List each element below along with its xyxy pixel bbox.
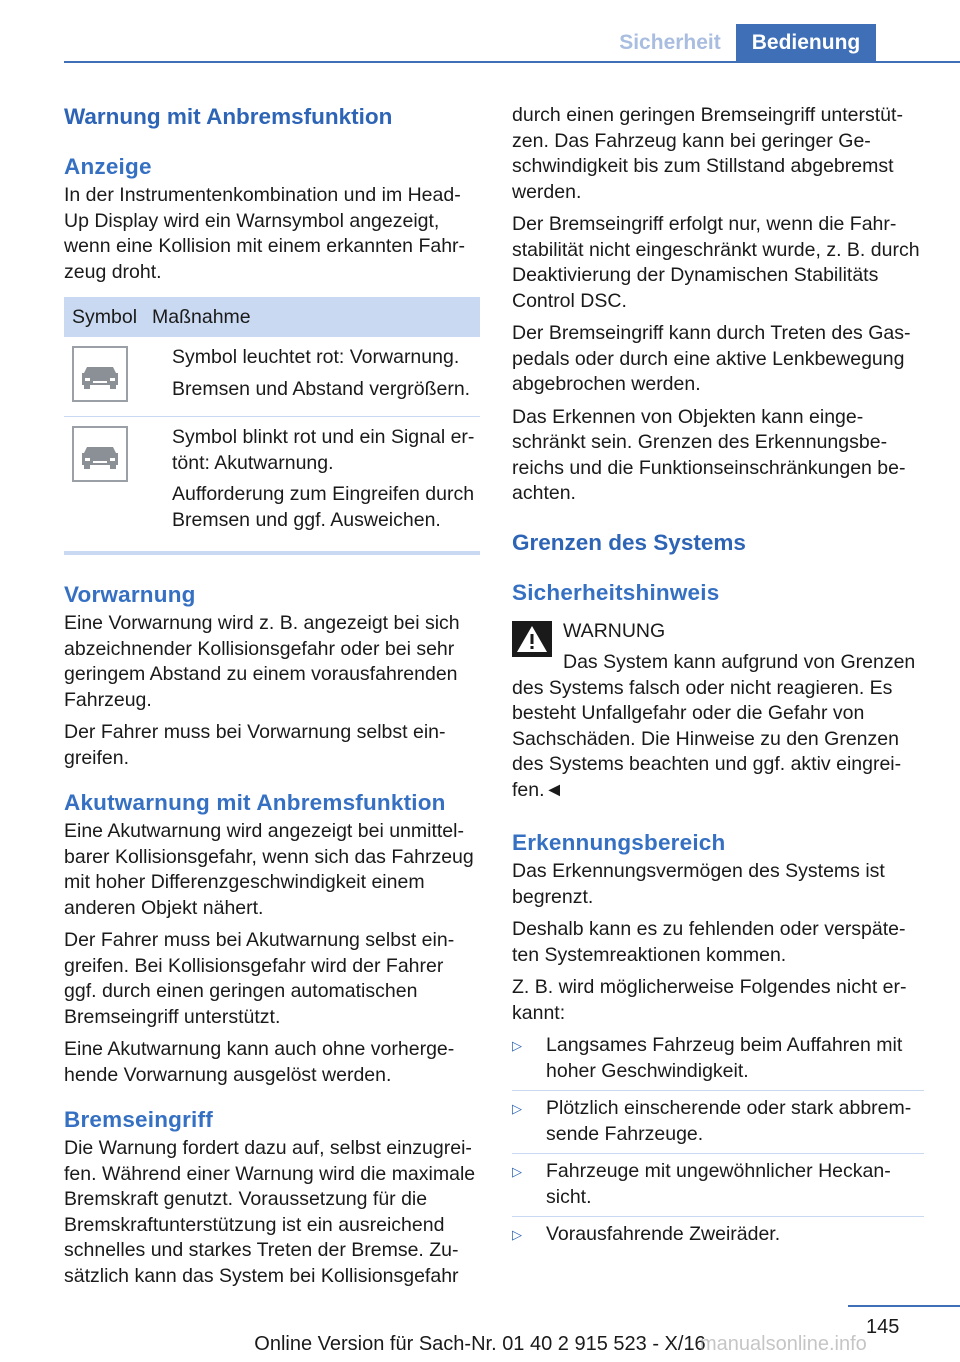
- row1-line1: Symbol leuchtet rot: Vorwarnung.: [172, 346, 460, 368]
- list-item: [512, 1153, 924, 1210]
- paragraph-erkennung-1: Das Erkennungsvermögen des Systems ist begrenzt.: [512, 860, 885, 908]
- table-header-symbol: Symbol: [64, 297, 146, 337]
- page-number-rule: [848, 1305, 960, 1307]
- warning-box: [512, 619, 924, 645]
- left-column: [64, 98, 480, 1296]
- warning-triangle-icon: [512, 621, 552, 657]
- paragraph-cont-2: Der Bremseingriff erfolgt nur, wenn die Fahrstabilität nicht eingeschränkt wurde, z. B. durch Deaktivierung der Dynamischen Stabilitäts Control DSC.: [512, 213, 920, 312]
- list-item-text: Langsames Fahrzeug beim Auffahren mit hoher Geschwindigkeit.: [546, 1034, 903, 1082]
- paragraph-akut-1: Eine Akutwarnung wird angezeigt bei unmittelbarer Kollisionsgefahr, wenn sich das Fahrzeug mit hoher Differenzgeschwindigkeit einem anderen Objekt nähert.: [64, 820, 474, 919]
- paragraph-bremseingriff: Die Warnung fordert dazu auf, selbst einzugreifen. Während einer Warnung wird die maximale Bremskraft genutzt. Voraussetzung für die Bremskraftunterstützung ist ein ausreichend schnelles und starkes Treten der Bremse. Zusätzlich kann das System bei Kollisionsgefahr: [64, 1137, 476, 1287]
- watermark: manualsonline.info: [700, 1333, 867, 1355]
- heading-vorwarnung: Vorwarnung: [64, 582, 196, 607]
- heading-akutwarnung: Akutwarnung mit Anbremsfunktion: [64, 790, 446, 815]
- triangle-bullet-icon: ▷: [512, 1227, 522, 1242]
- paragraph-erkennung-3: Z. B. wird möglicherweise Folgendes nicht erkannt:: [512, 976, 907, 1024]
- row2-line1: Symbol blinkt rot und ein Signal ertönt: Akutwarnung.: [172, 426, 475, 474]
- header-tab-bedienung[interactable]: Bedienung: [736, 24, 876, 62]
- heading-anzeige: Anzeige: [64, 154, 152, 179]
- heading-erkennungsbereich: Erkennungsbereich: [512, 830, 726, 855]
- list-item: [512, 1090, 924, 1147]
- header-rule: [64, 61, 960, 63]
- limitations-list: [512, 1033, 924, 1248]
- row1-line2: Bremsen und Abstand vergrößern.: [172, 377, 471, 400]
- heading-bremseingriff: Bremseingriff: [64, 1107, 213, 1132]
- warning-title: WARNUNG: [563, 619, 666, 642]
- table-row: [64, 337, 480, 417]
- table-row: [64, 417, 480, 554]
- list-item: [512, 1216, 924, 1248]
- paragraph-cont-4: Das Erkennen von Objekten kann eingeschränkt sein. Grenzen des Erkennungsbereichs und die Funktionseinschränkungen beachten.: [512, 405, 906, 504]
- list-item-text: Vorausfahrende Zweiräder.: [546, 1223, 781, 1245]
- row2-line2: Aufforderung zum Eingreifen durch Bremsen und ggf. Ausweichen.: [172, 483, 475, 531]
- heading-sicherheitshinweis: Sicherheitshinweis: [512, 579, 720, 605]
- paragraph-akut-3: Eine Akutwarnung kann auch ohne vorhergehende Vorwarnung ausgelöst werden.: [64, 1038, 455, 1086]
- paragraph-vorwarnung-1: Eine Vorwarnung wird z. B. angezeigt bei sich abzeichnender Kollisionsgefahr oder bei sehr geringem Abstand zu einem vorausfahrenden Fahrzeug.: [64, 612, 460, 711]
- page-number: 145: [866, 1316, 900, 1338]
- table-header-massnahme: Maßnahme: [146, 297, 480, 337]
- car-warning-icon: [72, 426, 128, 482]
- online-version-footer: Online Version für Sach-Nr. 01 40 2 915 523 - X/16: [254, 1333, 706, 1355]
- paragraph-erkennung-2: Deshalb kann es zu fehlenden oder verspäteten Systemreaktionen kommen.: [512, 918, 906, 966]
- warning-text: Das System kann aufgrund von Grenzen des Systems falsch oder nicht reagieren. Es besteht Unfallgefahr oder die Gefahr von Sachschäden. Die Hinweise zu den Grenzen des Systems beachten und ggf. aktiv eingreifen.◄: [512, 651, 916, 801]
- triangle-bullet-icon: ▷: [512, 1038, 522, 1053]
- heading-grenzen: Grenzen des Systems: [512, 529, 746, 555]
- header-tab-sicherheit[interactable]: Sicherheit: [619, 31, 721, 54]
- triangle-bullet-icon: ▷: [512, 1164, 522, 1179]
- paragraph-cont-3: Der Bremseingriff kann durch Treten des Gaspedals oder durch eine aktive Lenkbewegung abgebrochen werden.: [512, 322, 911, 395]
- list-item-text: Plötzlich einscherende oder stark abbremsende Fahrzeuge.: [546, 1097, 912, 1145]
- right-column: [512, 98, 924, 1254]
- list-item: [512, 1033, 924, 1084]
- heading-warnung: Warnung mit Anbremsfunktion: [64, 104, 393, 129]
- symbol-table: [64, 297, 480, 555]
- paragraph-akut-2: Der Fahrer muss bei Akutwarnung selbst eingreifen. Bei Kollisionsgefahr wird der Fahrer ggf. durch einen geringen automatischen Bremseingriff unterstützt.: [64, 929, 455, 1028]
- car-warning-icon: [72, 346, 128, 402]
- paragraph-cont-1: durch einen geringen Bremseingriff unterstützen. Das Fahrzeug kann bei geringer Geschwindigkeit bis zum Stillstand abgebremst werden.: [512, 104, 903, 203]
- paragraph-anzeige: In der Instrumentenkombination und im Head-Up Display wird ein Warnsymbol angezeigt, wenn eine Kollision mit einem erkannten Fahrzeug droht.: [64, 184, 466, 283]
- list-item-text: Fahrzeuge mit ungewöhnlicher Heckansicht.: [546, 1160, 891, 1208]
- triangle-bullet-icon: ▷: [512, 1101, 522, 1116]
- paragraph-vorwarnung-2: Der Fahrer muss bei Vorwarnung selbst eingreifen.: [64, 721, 446, 769]
